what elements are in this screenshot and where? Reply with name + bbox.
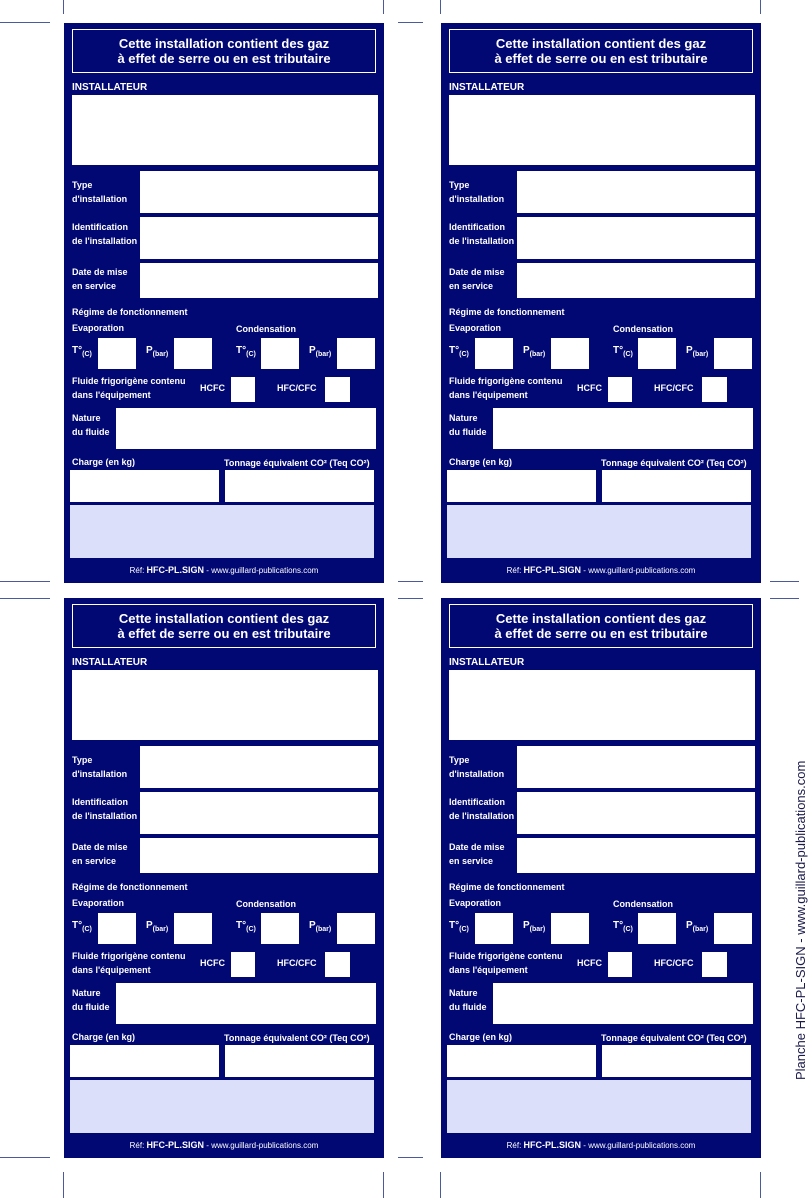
installer-label: INSTALLATEUR <box>72 82 148 93</box>
crop-mark <box>760 1172 761 1198</box>
evap-pressure-label <box>146 345 168 358</box>
pressure-symbol: P <box>146 345 153 356</box>
ref-prefix: Réf: <box>129 566 145 575</box>
tonnage-label: Tonnage équivalent CO² (Teq CO²) <box>601 458 747 468</box>
crop-mark <box>398 1157 423 1158</box>
crop-mark <box>398 581 423 582</box>
cond-pressure-field[interactable] <box>337 913 375 944</box>
evap-pressure-label <box>523 345 545 358</box>
pressure-symbol: P <box>309 345 316 356</box>
evap-pressure-label <box>523 920 545 933</box>
evap-temp-field[interactable] <box>475 338 513 369</box>
type-label-line1: Type <box>449 755 470 765</box>
evaporation-label: Evaporation <box>72 898 125 908</box>
identification-field[interactable] <box>517 792 755 834</box>
evaporation-label: Evaporation <box>72 323 125 333</box>
title-line-2: à effet de serre ou en est tributaire <box>117 51 331 66</box>
hfccfc-checkbox[interactable] <box>325 952 350 977</box>
title-line-1: Cette installation contient des gaz <box>118 36 330 51</box>
crop-mark <box>398 598 423 599</box>
evap-pressure-label <box>146 920 168 933</box>
nature-label-line1: Nature <box>449 413 478 423</box>
ref-separator: - <box>583 1141 586 1150</box>
tonnage-field[interactable] <box>602 1045 751 1077</box>
installer-field[interactable] <box>449 95 755 165</box>
cond-pressure-label <box>309 345 331 358</box>
evap-pressure-field[interactable] <box>551 913 589 944</box>
nature-label-line2: du fluide <box>72 1002 110 1012</box>
crop-mark <box>770 581 799 582</box>
crop-mark <box>0 22 50 23</box>
hcfc-checkbox[interactable] <box>231 952 255 977</box>
title-line-1: Cette installation contient des gaz <box>495 36 707 51</box>
temp-unit: (C) <box>82 926 92 933</box>
title-line-1: Cette installation contient des gaz <box>495 611 707 626</box>
temp-unit: (C) <box>623 351 633 358</box>
title-line-2: à effet de serre ou en est tributaire <box>494 626 708 641</box>
evaporation-label: Evaporation <box>449 323 502 333</box>
hcfc-checkbox[interactable] <box>608 377 632 402</box>
regime-label: Régime de fonctionnement <box>449 307 565 317</box>
shaded-field[interactable] <box>447 1080 751 1133</box>
fluid-label-line2: dans l'équipement <box>72 390 151 400</box>
crop-mark <box>383 1172 384 1198</box>
type-label-line2: d'installation <box>72 769 128 779</box>
crop-mark <box>398 22 423 23</box>
type-installation-field[interactable] <box>140 746 378 788</box>
nature-fluid-field[interactable] <box>493 983 753 1024</box>
date-label-line1: Date de mise <box>449 267 505 277</box>
fluid-label-line1: Fluide frigorigène contenu <box>449 951 563 961</box>
card-footer <box>441 565 761 575</box>
ref-prefix: Réf: <box>506 566 522 575</box>
pressure-symbol: P <box>523 345 530 356</box>
hfc-label-card <box>441 23 761 583</box>
type-installation-field[interactable] <box>517 746 755 788</box>
hfc-label-card <box>64 598 384 1158</box>
type-installation-field[interactable] <box>517 171 755 213</box>
ref-url[interactable]: www.guillard-publications.com <box>588 566 696 575</box>
card-title <box>449 29 753 73</box>
crop-mark <box>0 581 50 582</box>
type-label-line2: d'installation <box>449 769 505 779</box>
tonnage-field[interactable] <box>225 1045 374 1077</box>
type-installation-field[interactable] <box>140 171 378 213</box>
tonnage-label: Tonnage équivalent CO² (Teq CO²) <box>224 458 370 468</box>
type-label-line2: d'installation <box>72 194 128 204</box>
crop-mark <box>440 1172 441 1198</box>
hfccfc-label: HFC/CFC <box>277 958 317 968</box>
evap-temp-label <box>449 920 469 933</box>
ident-label-line1: Identification <box>449 797 505 807</box>
charge-field[interactable] <box>447 1045 596 1077</box>
date-label-line2: en service <box>72 856 117 866</box>
temp-symbol: T° <box>236 920 247 931</box>
condensation-label: Condensation <box>236 899 296 909</box>
installer-field[interactable] <box>72 95 378 165</box>
regime-label: Régime de fonctionnement <box>449 882 565 892</box>
cond-pressure-field[interactable] <box>337 338 375 369</box>
temp-unit: (C) <box>246 351 256 358</box>
pressure-unit: (bar) <box>315 351 332 358</box>
condensation-label: Condensation <box>613 899 673 909</box>
temp-symbol: T° <box>72 920 83 931</box>
charge-field[interactable] <box>447 470 596 502</box>
hfccfc-checkbox[interactable] <box>702 377 727 402</box>
shaded-field[interactable] <box>447 505 751 558</box>
ident-label-line1: Identification <box>449 222 505 232</box>
cond-pressure-field[interactable] <box>714 913 752 944</box>
pressure-symbol: P <box>686 345 693 356</box>
temp-symbol: T° <box>613 920 624 931</box>
installer-label: INSTALLATEUR <box>449 657 525 668</box>
ident-label-line2: de l'installation <box>72 811 138 821</box>
cond-temp-label <box>236 920 256 933</box>
date-label-line2: en service <box>449 281 494 291</box>
nature-fluid-field[interactable] <box>493 408 753 449</box>
pressure-symbol: P <box>146 920 153 931</box>
type-label-line1: Type <box>449 180 470 190</box>
cond-temp-label <box>613 920 633 933</box>
crop-mark <box>770 598 799 599</box>
temp-symbol: T° <box>236 345 247 356</box>
crop-mark <box>440 0 441 14</box>
hfccfc-label: HFC/CFC <box>654 383 694 393</box>
crop-mark <box>63 1172 64 1198</box>
charge-label: Charge (en kg) <box>72 457 136 467</box>
installer-label: INSTALLATEUR <box>72 657 148 668</box>
nature-label-line2: du fluide <box>72 427 110 437</box>
cond-pressure-field[interactable] <box>714 338 752 369</box>
evap-temp-label <box>72 920 92 933</box>
cond-temp-field[interactable] <box>638 338 676 369</box>
pressure-unit: (bar) <box>529 351 546 358</box>
ident-label-line2: de l'installation <box>449 236 515 246</box>
ref-code: HFC-PL.SIGN <box>523 565 582 575</box>
charge-field[interactable] <box>70 470 219 502</box>
nature-label-line1: Nature <box>72 413 101 423</box>
temp-symbol: T° <box>613 345 624 356</box>
installer-field[interactable] <box>72 670 378 740</box>
installer-field[interactable] <box>449 670 755 740</box>
hcfc-label: HCFC <box>200 383 225 393</box>
condensation-label: Condensation <box>236 324 296 334</box>
evap-temp-label <box>72 345 92 358</box>
date-label-line2: en service <box>449 856 494 866</box>
evap-temp-field[interactable] <box>475 913 513 944</box>
sheet-side-caption: Planche HFC-PL-SIGN - www.guillard-publications.com <box>793 760 808 1080</box>
cond-temp-field[interactable] <box>261 338 299 369</box>
nature-label-line2: du fluide <box>449 1002 487 1012</box>
type-label-line2: d'installation <box>449 194 505 204</box>
card-title <box>449 604 753 648</box>
ident-label-line2: de l'installation <box>72 236 138 246</box>
date-label-line2: en service <box>72 281 117 291</box>
ref-prefix: Réf: <box>129 1141 145 1150</box>
nature-label-line2: du fluide <box>449 427 487 437</box>
temp-symbol: T° <box>449 920 460 931</box>
evaporation-label: Evaporation <box>449 898 502 908</box>
date-label-line1: Date de mise <box>449 842 505 852</box>
evap-temp-field[interactable] <box>98 338 136 369</box>
charge-label: Charge (en kg) <box>449 1032 513 1042</box>
card-title <box>72 29 376 73</box>
ref-url[interactable]: www.guillard-publications.com <box>588 1141 696 1150</box>
pressure-unit: (bar) <box>152 351 169 358</box>
service-date-field[interactable] <box>140 838 378 873</box>
cond-pressure-label <box>309 920 331 933</box>
ref-separator: - <box>206 566 209 575</box>
hfccfc-checkbox[interactable] <box>325 377 350 402</box>
service-date-field[interactable] <box>517 263 755 298</box>
hcfc-checkbox[interactable] <box>231 377 255 402</box>
hfc-label-card <box>441 598 761 1158</box>
crop-mark <box>63 0 64 14</box>
fluid-label-line1: Fluide frigorigène contenu <box>72 951 186 961</box>
pressure-unit: (bar) <box>315 926 332 933</box>
temp-unit: (C) <box>623 926 633 933</box>
fluid-label-line2: dans l'équipement <box>449 965 528 975</box>
temp-symbol: T° <box>449 345 460 356</box>
date-label-line1: Date de mise <box>72 842 128 852</box>
evap-pressure-field[interactable] <box>551 338 589 369</box>
ident-label-line1: Identification <box>72 222 128 232</box>
cond-temp-label <box>236 345 256 358</box>
ident-label-line1: Identification <box>72 797 128 807</box>
temp-unit: (C) <box>246 926 256 933</box>
pressure-symbol: P <box>686 920 693 931</box>
identification-field[interactable] <box>140 792 378 834</box>
temp-symbol: T° <box>72 345 83 356</box>
ref-url[interactable]: www.guillard-publications.com <box>211 1141 319 1150</box>
title-line-2: à effet de serre ou en est tributaire <box>117 626 331 641</box>
ref-code: HFC-PL.SIGN <box>146 1140 205 1150</box>
nature-fluid-field[interactable] <box>116 983 376 1024</box>
cond-temp-field[interactable] <box>638 913 676 944</box>
pressure-symbol: P <box>523 920 530 931</box>
ref-separator: - <box>206 1141 209 1150</box>
temp-unit: (C) <box>459 926 469 933</box>
hfccfc-label: HFC/CFC <box>277 383 317 393</box>
date-label-line1: Date de mise <box>72 267 128 277</box>
shaded-field[interactable] <box>70 505 374 558</box>
title-line-1: Cette installation contient des gaz <box>118 611 330 626</box>
evap-temp-label <box>449 345 469 358</box>
regime-label: Régime de fonctionnement <box>72 307 188 317</box>
nature-fluid-field[interactable] <box>116 408 376 449</box>
tonnage-label: Tonnage équivalent CO² (Teq CO²) <box>224 1033 370 1043</box>
condensation-label: Condensation <box>613 324 673 334</box>
fluid-label-line1: Fluide frigorigène contenu <box>72 376 186 386</box>
cond-temp-field[interactable] <box>261 913 299 944</box>
ref-prefix: Réf: <box>506 1141 522 1150</box>
tonnage-label: Tonnage équivalent CO² (Teq CO²) <box>601 1033 747 1043</box>
service-date-field[interactable] <box>140 263 378 298</box>
hcfc-checkbox[interactable] <box>608 952 632 977</box>
ref-code: HFC-PL.SIGN <box>523 1140 582 1150</box>
hfccfc-label: HFC/CFC <box>654 958 694 968</box>
charge-label: Charge (en kg) <box>449 457 513 467</box>
card-footer <box>64 565 384 575</box>
identification-field[interactable] <box>140 217 378 259</box>
fluid-label-line2: dans l'équipement <box>449 390 528 400</box>
nature-label-line1: Nature <box>72 988 101 998</box>
type-label-line1: Type <box>72 755 93 765</box>
nature-label-line1: Nature <box>449 988 478 998</box>
fluid-label-line2: dans l'équipement <box>72 965 151 975</box>
crop-mark <box>0 1157 50 1158</box>
hcfc-label: HCFC <box>200 958 225 968</box>
regime-label: Régime de fonctionnement <box>72 882 188 892</box>
fluid-label-line1: Fluide frigorigène contenu <box>449 376 563 386</box>
shaded-field[interactable] <box>70 1080 374 1133</box>
tonnage-field[interactable] <box>225 470 374 502</box>
ident-label-line2: de l'installation <box>449 811 515 821</box>
pressure-unit: (bar) <box>529 926 546 933</box>
charge-label: Charge (en kg) <box>72 1032 136 1042</box>
evap-pressure-field[interactable] <box>174 338 212 369</box>
card-title <box>72 604 376 648</box>
pressure-symbol: P <box>309 920 316 931</box>
hfc-label-card <box>64 23 384 583</box>
cond-temp-label <box>613 345 633 358</box>
pressure-unit: (bar) <box>692 926 709 933</box>
installer-label: INSTALLATEUR <box>449 82 525 93</box>
crop-mark <box>760 0 761 14</box>
ref-code: HFC-PL.SIGN <box>146 565 205 575</box>
evap-pressure-field[interactable] <box>174 913 212 944</box>
cond-pressure-label <box>686 920 708 933</box>
card-footer <box>441 1140 761 1150</box>
temp-unit: (C) <box>82 351 92 358</box>
pressure-unit: (bar) <box>692 351 709 358</box>
card-footer <box>64 1140 384 1150</box>
title-line-2: à effet de serre ou en est tributaire <box>494 51 708 66</box>
crop-mark <box>383 0 384 14</box>
crop-mark <box>0 598 50 599</box>
tonnage-field[interactable] <box>602 470 751 502</box>
pressure-unit: (bar) <box>152 926 169 933</box>
identification-field[interactable] <box>517 217 755 259</box>
hcfc-label: HCFC <box>577 958 602 968</box>
evap-temp-field[interactable] <box>98 913 136 944</box>
hcfc-label: HCFC <box>577 383 602 393</box>
ref-url[interactable]: www.guillard-publications.com <box>211 566 319 575</box>
cond-pressure-label <box>686 345 708 358</box>
charge-field[interactable] <box>70 1045 219 1077</box>
hfccfc-checkbox[interactable] <box>702 952 727 977</box>
service-date-field[interactable] <box>517 838 755 873</box>
ref-separator: - <box>583 566 586 575</box>
temp-unit: (C) <box>459 351 469 358</box>
type-label-line1: Type <box>72 180 93 190</box>
